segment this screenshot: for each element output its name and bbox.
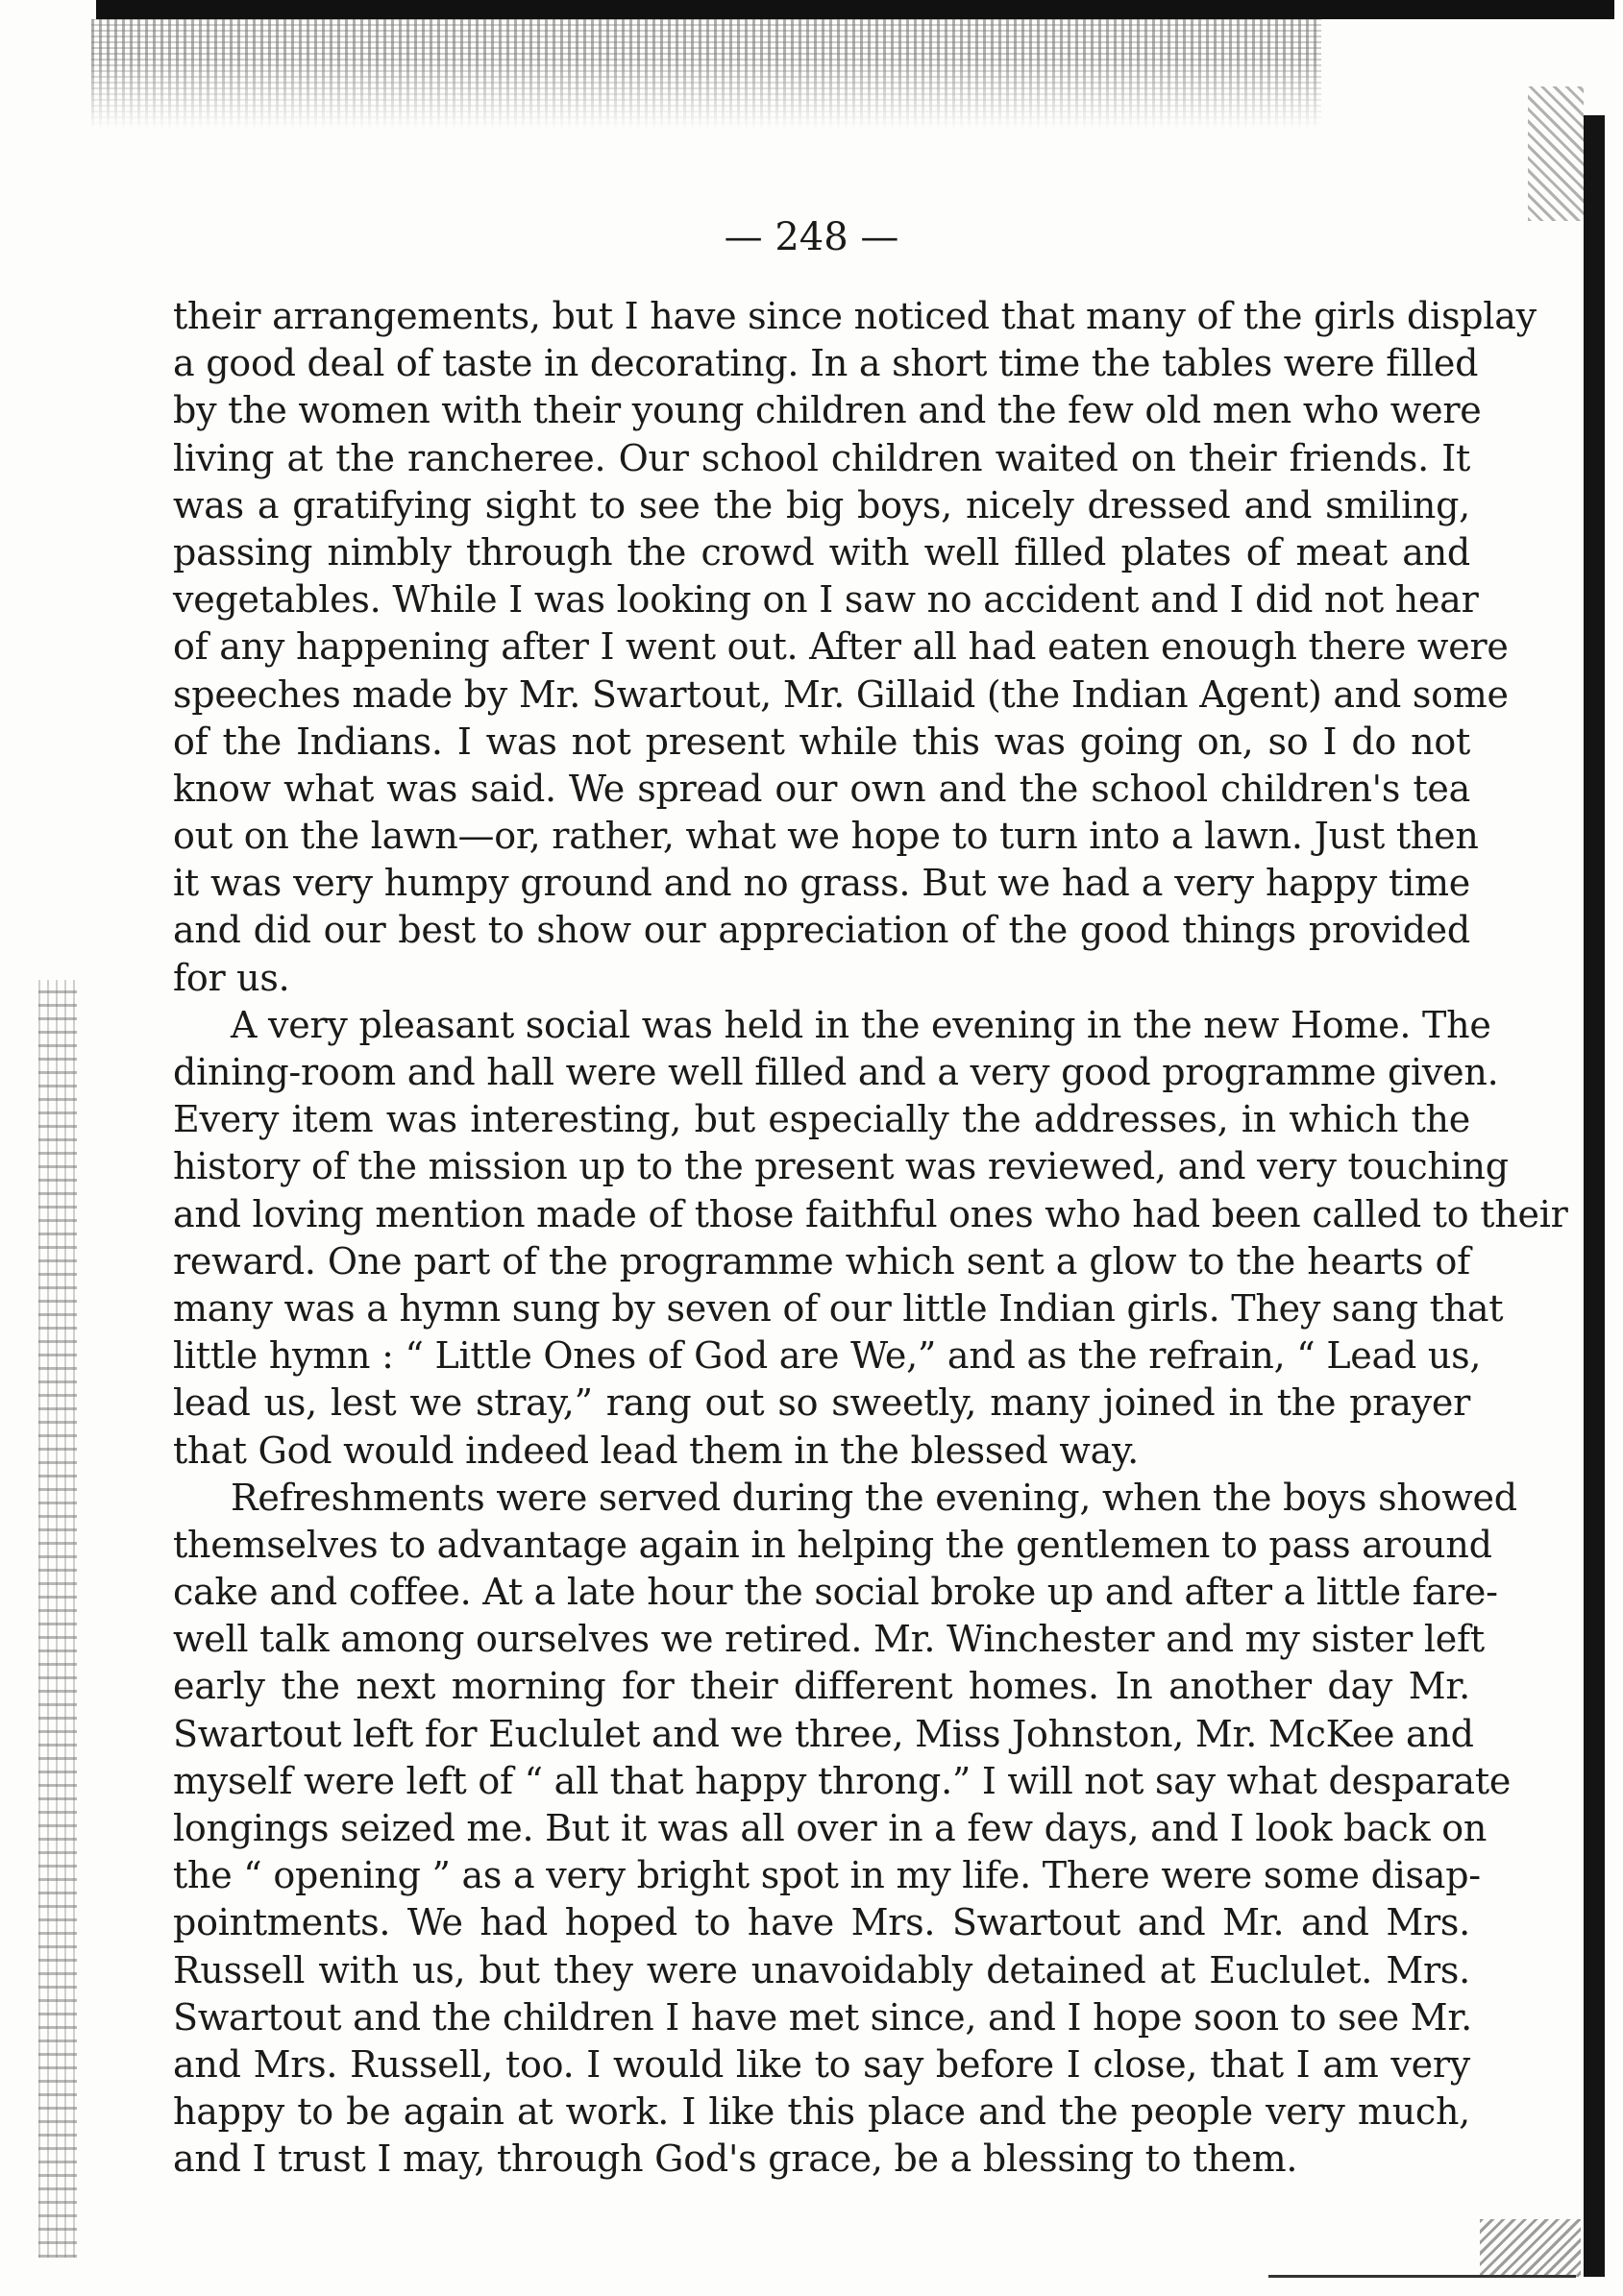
paragraph-1 xyxy=(173,293,1537,1002)
scan-border-bottom xyxy=(1268,2275,1576,2278)
scan-noise-bottom xyxy=(1480,2219,1581,2277)
scan-noise-top xyxy=(91,19,1321,130)
text-line: happy to be again at work. I like this place and the people very much, xyxy=(173,2090,1470,2134)
text-line: many was a hymn sung by seven of our little Indian girls. They sang that xyxy=(173,1286,1504,1330)
text-line: Every item was interesting, but especially the addresses, in which the xyxy=(173,1098,1470,1141)
text-line: and Mrs. Russell, too. I would like to say before I close, that I am very xyxy=(173,2042,1470,2086)
text-line: know what was said. We spread our own and the school children's tea xyxy=(173,767,1470,810)
text-line: Refreshments were served during the evening, when the boys showed xyxy=(231,1476,1517,1519)
text-line: speeches made by Mr. Swartout, Mr. Gillaid (the Indian Agent) and some xyxy=(173,672,1509,716)
text-line: Swartout and the children I have met since, and I hope soon to see Mr. xyxy=(173,1995,1472,2039)
paragraph-2 xyxy=(173,1002,1568,1475)
scan-border-right xyxy=(1584,115,1605,2277)
text-line: myself were left of “ all that happy throng.” I will not say what desparate xyxy=(173,1759,1512,1802)
text-line: and did our best to show our appreciation of the good things provided xyxy=(173,909,1470,952)
text-line: early the next morning for their different homes. In another day Mr. xyxy=(173,1665,1470,1708)
text-line: and I trust I may, through God's grace, be a blessing to them. xyxy=(173,2137,1298,2181)
scan-noise-left xyxy=(38,980,77,2258)
text-line: a good deal of taste in decorating. In a short time the tables were filled xyxy=(173,342,1479,385)
scan-noise-right xyxy=(1528,86,1584,221)
text-line: and loving mention made of those faithful ones who had been called to their xyxy=(173,1192,1568,1235)
text-line: living at the rancheree. Our school children waited on their friends. It xyxy=(173,436,1470,479)
text-line: A very pleasant social was held in the evening in the new Home. The xyxy=(231,1003,1491,1046)
text-line: for us. xyxy=(173,956,290,999)
text-line: dining-room and hall were well filled and a very good programme given. xyxy=(173,1051,1499,1093)
text-line: well talk among ourselves we retired. Mr. Winchester and my sister left xyxy=(173,1618,1485,1661)
text-line: history of the mission up to the present was reviewed, and very touching xyxy=(173,1145,1509,1188)
text-line: was a gratifying sight to see the big boys, nicely dressed and smiling, xyxy=(173,483,1470,526)
text-line: Russell with us, but they were unavoidably detained at Euclulet. Mrs. xyxy=(173,1948,1470,1991)
text-line: it was very humpy ground and no grass. But we had a very happy time xyxy=(173,862,1470,905)
text-line: of any happening after I went out. After all had eaten enough there were xyxy=(173,625,1509,669)
text-line: that God would indeed lead them in the blessed way. xyxy=(173,1429,1140,1472)
text-line: their arrangements, but I have since noticed that many of the girls display xyxy=(173,295,1537,337)
page-number: — 248 — xyxy=(724,215,899,259)
text-line: longings seized me. But it was all over in a few days, and I look back on xyxy=(173,1807,1488,1849)
text-line: reward. One part of the programme which sent a glow to the hearts of xyxy=(173,1239,1470,1282)
text-line: themselves to advantage again in helping the gentlemen to pass around xyxy=(173,1523,1492,1566)
body-text xyxy=(173,293,1568,2184)
scan-border-top xyxy=(96,0,1614,19)
text-line: the “ opening ” as a very bright spot in my life. There were some disap- xyxy=(173,1854,1481,1897)
text-line: out on the lawn—or, rather, what we hope to turn into a lawn. Just then xyxy=(173,815,1479,858)
paragraph-3 xyxy=(173,1475,1517,2184)
text-line: passing nimbly through the crowd with well filled plates of meat and xyxy=(173,530,1470,574)
text-line: pointments. We had hoped to have Mrs. Swartout and Mr. and Mrs. xyxy=(173,1901,1470,1944)
text-line: of the Indians. I was not present while this was going on, so I do not xyxy=(173,720,1470,763)
text-line: little hymn : “ Little Ones of God are We,” and as the refrain, “ Lead us, xyxy=(173,1334,1482,1378)
text-line: by the women with their young children and the few old men who were xyxy=(173,389,1482,432)
text-line: lead us, lest we stray,” rang out so sweetly, many joined in the prayer xyxy=(173,1381,1470,1425)
text-line: cake and coffee. At a late hour the social broke up and after a little fare- xyxy=(173,1571,1498,1614)
text-line: Swartout left for Euclulet and we three, Miss Johnston, Mr. McKee and xyxy=(173,1712,1474,1755)
text-line: vegetables. While I was looking on I saw no accident and I did not hear xyxy=(173,578,1479,622)
